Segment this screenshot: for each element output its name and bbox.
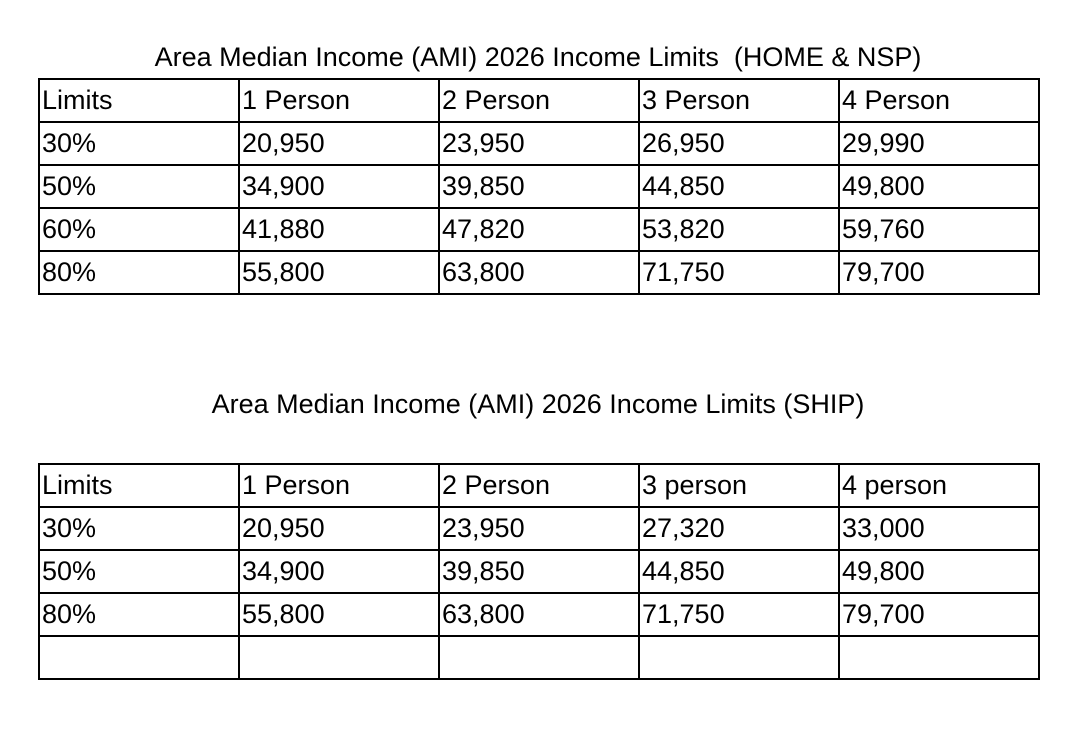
- table-cell: 20,950: [239, 507, 439, 550]
- table-cell: 71,750: [639, 593, 839, 636]
- table-cell: 30%: [39, 507, 239, 550]
- table-cell: [439, 636, 639, 679]
- table-cell: 34,900: [239, 165, 439, 208]
- table-cell: 39,850: [439, 165, 639, 208]
- table-cell: 59,760: [839, 208, 1039, 251]
- table-cell: 79,700: [839, 593, 1039, 636]
- table-cell: 20,950: [239, 122, 439, 165]
- header-cell-1-person: 1 Person: [239, 464, 439, 507]
- table-title-home-nsp: Area Median Income (AMI) 2026 Income Limits (HOME & NSP): [154, 42, 922, 72]
- table-cell: 47,820: [439, 208, 639, 251]
- table-cell: [639, 636, 839, 679]
- table-row: [39, 507, 1039, 550]
- header-cell-3-person: 3 person: [639, 464, 839, 507]
- table-header-row: [39, 464, 1039, 507]
- table-cell: 39,850: [439, 550, 639, 593]
- table-cell: 44,850: [639, 165, 839, 208]
- table-cell: 27,320: [639, 507, 839, 550]
- table-cell: 23,950: [439, 507, 639, 550]
- table-cell: 80%: [39, 251, 239, 294]
- table-cell: 30%: [39, 122, 239, 165]
- table-cell: 26,950: [639, 122, 839, 165]
- income-limits-table-ship: [38, 463, 1040, 680]
- table-cell: 79,700: [839, 251, 1039, 294]
- table-row: [39, 550, 1039, 593]
- table-cell: 41,880: [239, 208, 439, 251]
- table-row: [39, 251, 1039, 294]
- header-cell-4-person: 4 Person: [839, 79, 1039, 122]
- table-cell: 44,850: [639, 550, 839, 593]
- table-cell: 23,950: [439, 122, 639, 165]
- header-cell-2-person: 2 Person: [439, 464, 639, 507]
- table-header-row: [39, 79, 1039, 122]
- table-cell: [39, 636, 239, 679]
- table-row: [39, 122, 1039, 165]
- table-cell: 60%: [39, 208, 239, 251]
- table-cell: 34,900: [239, 550, 439, 593]
- table-cell: 53,820: [639, 208, 839, 251]
- income-limits-table-home-nsp: [38, 78, 1040, 295]
- table-row: [39, 593, 1039, 636]
- table-cell: 55,800: [239, 593, 439, 636]
- header-cell-limits: Limits: [39, 464, 239, 507]
- table-cell: [839, 636, 1039, 679]
- table-row-empty: [39, 636, 1039, 679]
- table-cell: 50%: [39, 165, 239, 208]
- table-cell: 55,800: [239, 251, 439, 294]
- table-title-ship: Area Median Income (AMI) 2026 Income Limits (SHIP): [211, 389, 865, 419]
- table-cell: 33,000: [839, 507, 1039, 550]
- table-cell: 63,800: [439, 593, 639, 636]
- table-row: [39, 208, 1039, 251]
- table-cell: 71,750: [639, 251, 839, 294]
- header-cell-2-person: 2 Person: [439, 79, 639, 122]
- table-cell: 80%: [39, 593, 239, 636]
- table-cell: 49,800: [839, 550, 1039, 593]
- header-cell-1-person: 1 Person: [239, 79, 439, 122]
- table-cell: [239, 636, 439, 679]
- header-cell-limits: Limits: [39, 79, 239, 122]
- table-cell: 50%: [39, 550, 239, 593]
- table-cell: 63,800: [439, 251, 639, 294]
- table-cell: 49,800: [839, 165, 1039, 208]
- header-cell-4-person: 4 person: [839, 464, 1039, 507]
- table-row: [39, 165, 1039, 208]
- header-cell-3-person: 3 Person: [639, 79, 839, 122]
- table-cell: 29,990: [839, 122, 1039, 165]
